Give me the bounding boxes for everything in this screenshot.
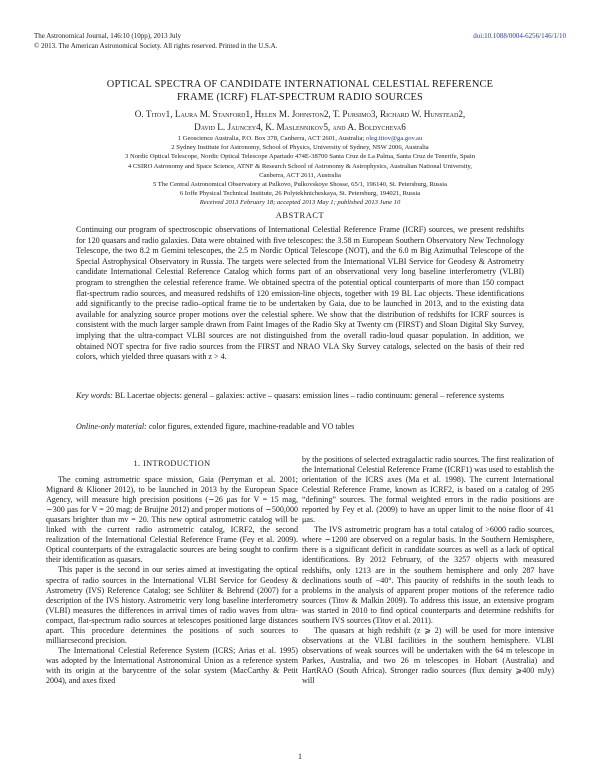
affiliation-5: 5 The Central Astronomical Observatory at Pulkovo, Pulkovskoye Shosse, 65/1, 196140, St. Petersburg, Russia xyxy=(152,181,448,189)
intro-paragraph-3: The International Celestial Reference System (ICRS; Arias et al. 1995) was adopted by the International Astronomical Union as a reference system with its origin at the barycentre of the solar system (MacCarthy & Petit 2004), and axes fixed xyxy=(46,645,298,685)
affiliation-6: 6 Ioffe Physical Technical Institute, 26 Polytekhnicheskaya, St. Petersburg, 194021, Russia xyxy=(179,190,421,198)
affiliation-4-cont: Canberra, ACT 2611, Australia xyxy=(259,171,341,179)
intro-paragraph-1: The coming astrometric space mission, Gaia (Perryman et al. 2001; Mignard & Klioner 2012), to be launched in 2013 by the European Space Agency, will measure high precision positions (∼26 μas for V = 15 mag, ∼300 μas for V = 20 mag; de Bruijne 2012) and proper motions of ∼500,000 quasars brighter than mv = 20. This new optical astrometric catalog will be linked with the current radio astrometric catalog, ICRF2, the second realization of the International Celestial Reference Frame (Fey et al. 2009). Optical counterparts of the extragalactic sources are being sought to confirm their identification as quasars. xyxy=(46,475,298,565)
affiliation-3: 3 Nordic Optical Telescope, Nordic Optical Telescope Apartado 474E-38700 Santa Cruz de La Palma, Santa Cruz de Tenerife, Spain xyxy=(125,153,475,161)
paper-title xyxy=(60,78,540,104)
intro-paragraph-2: This paper is the second in our series aimed at investigating the optical spectra of radio sources in the International VLBI Service for Geodesy & Astrometry (IVS) Reference Catalog; see Schlüter & Behrend (2007) for a description of the IVS history. Astrometric very long baseline interferometry (VLBI) measures the differences in arrival times of radio waves from ultra-compact, flat-spectrum radio sources at telescopes positioned large distances apart. This procedure determines the positions of such sources to milliarcsecond precision. xyxy=(46,565,298,645)
author-list xyxy=(40,108,560,134)
authors-line-1: O. Titov1, Laura M. Stanford1, Helen M. Johnston2, T. Pursimo3, Richard W. Hunstead2, xyxy=(134,109,466,119)
affiliation-4: 4 CSIRO Astronomy and Space Science, ATNF & Research School of Astronomy & Astrophysics, Australian National University, xyxy=(127,162,473,170)
abstract-heading: ABSTRACT xyxy=(275,211,325,220)
journal-citation: The Astronomical Journal, 146:10 (10pp), 2013 July xyxy=(34,32,181,40)
authors-line-2: David L. Jauncey4, K. Maslennikov5, and A. Boldycheva6 xyxy=(194,122,406,132)
abstract-text: Continuing our program of spectroscopic observations of International Celestial Reference Frame (ICRF) sources, we present redshifts for 120 quasars and radio galaxies. Data were obtained with five telescopes: the 3.58 m European Southern Observatory New Technology Telescope, the two 8.2 m Gemini telescopes, the 2.5 m Nordic Optical Telescope (NOT), and the 6.0 m Big Azimuthal Telescope of the Special Astrophysical Observatory in Russia. The targets were selected from the International VLBI Service for Geodesy & Astrometry candidate International Celestial Reference Catalog which forms part of an observational very long baseline interferometry (VLBI) program to strengthen the celestial reference frame. We obtained spectra of the potential optical counterparts of more than 150 compact flat-spectrum radio sources, and measured redshifts of 120 emission-line objects, together with 19 BL Lac objects. These identifications add significantly to the precise radio–optical frame tie to be undertaken by Gaia, due to be launched in 2013, and to the existing data available for analyzing source proper motions over the celestial sphere. We show that the distribution of redshifts for ICRF sources is consistent with the much larger sample drawn from Faint Images of the Radio Sky at Twenty cm (FIRST) and Sloan Digital Sky Survey, implying that the ultra-compact VLBI sources are not distinguished from the overall radio-loud quasar population. In addition, we obtained NOT spectra for five radio sources from the FIRST and NRAO VLA Sky Survey catalogs, selected on the basis of their red colors, which yielded three quasars with z > 4. xyxy=(76,225,524,362)
online-material-label: Online-only material: xyxy=(76,422,147,431)
online-material-text: color figures, extended figure, machine-readable and VO tables xyxy=(148,422,355,431)
affiliation-1 xyxy=(46,134,554,143)
contact-email[interactable]: oleg.titov@ga.gov.au xyxy=(365,135,423,142)
keywords-label: Key words: xyxy=(76,391,113,400)
intro-paragraph-5: The IVS astrometric program has a total catalog of >6000 radio sources, where ∼1200 are observed on a regular basis. In the Southern Hemisphere, there is a significant deficit in candidate sources as well as a lack of optical identifications. By 2012 February, of the 3257 objects with measured redshifts, only 1213 are in the southern hemisphere and only 287 have declinations south of −40°. This paucity of redshifts in the south leads to problems in the analysis of apparent proper motions of the reference radio sources (Titov & Malkin 2009). To address this issue, an extensive program was started in 2010 to find optical counterparts and determine redshifts for southern IVS sources (Titov et al. 2011). xyxy=(302,525,554,625)
intro-paragraph-6: The quasars at high redshift (z ⩾ 2) will be used for more intensive observations at the VLBI facilities in the southern hemisphere. VLBI observations of weak sources will be undertaken with the 64 m telescope in Parkes, Australia, and two 26 m telescopes in Hobart (Australia) and HartRAO (South Africa). Stronger radio sources (flux density ⩾400 mJy) will xyxy=(302,625,554,686)
left-column xyxy=(46,455,298,686)
keywords xyxy=(76,391,524,402)
affiliation-1-text: 1 Geoscience Australia, P.O. Box 378, Canberra, ACT 2601, Australia; xyxy=(177,135,365,142)
publication-dates: Received 2013 February 18; accepted 2013 May 1; published 2013 June 10 xyxy=(199,199,401,207)
title-line-2: FRAME (ICRF) FLAT-SPECTRUM RADIO SOURCES xyxy=(176,92,424,103)
page-number: 1 xyxy=(298,752,302,761)
title-line-1: OPTICAL SPECTRA OF CANDIDATE INTERNATIONAL CELESTIAL REFERENCE xyxy=(106,79,494,90)
affiliations xyxy=(46,134,554,208)
section-heading-introduction: 1. INTRODUCTION xyxy=(133,459,211,468)
right-column xyxy=(302,455,554,686)
intro-paragraph-4: by the positions of selected extragalactic radio sources. The first realization of the International Celestial Reference Frame (ICRF1) was used to establish the orientation of the ICRS axes (Ma et al. 1998). The current International Celestial Reference Frame, known as ICRF2, is based on a catalog of 295 “defining” sources. The formal weighted errors in the radio positions are reported by Fey et al. (2009) to have an upper limit to the noise floor of 41 μas. xyxy=(302,455,554,525)
affiliation-2: 2 Sydney Institute for Astronomy, School of Physics, University of Sydney, NSW 2006, Australia xyxy=(171,144,429,152)
online-material xyxy=(76,422,524,433)
doi-link[interactable]: doi:10.1088/0004-6256/146/1/10 xyxy=(473,32,566,40)
copyright-text: © 2013. The American Astronomical Society. All rights reserved. Printed in the U.S.A. xyxy=(34,42,278,50)
keywords-text: BL Lacertae objects: general – galaxies: active – quasars: emission lines – radio continuum: general – reference systems xyxy=(114,391,505,400)
